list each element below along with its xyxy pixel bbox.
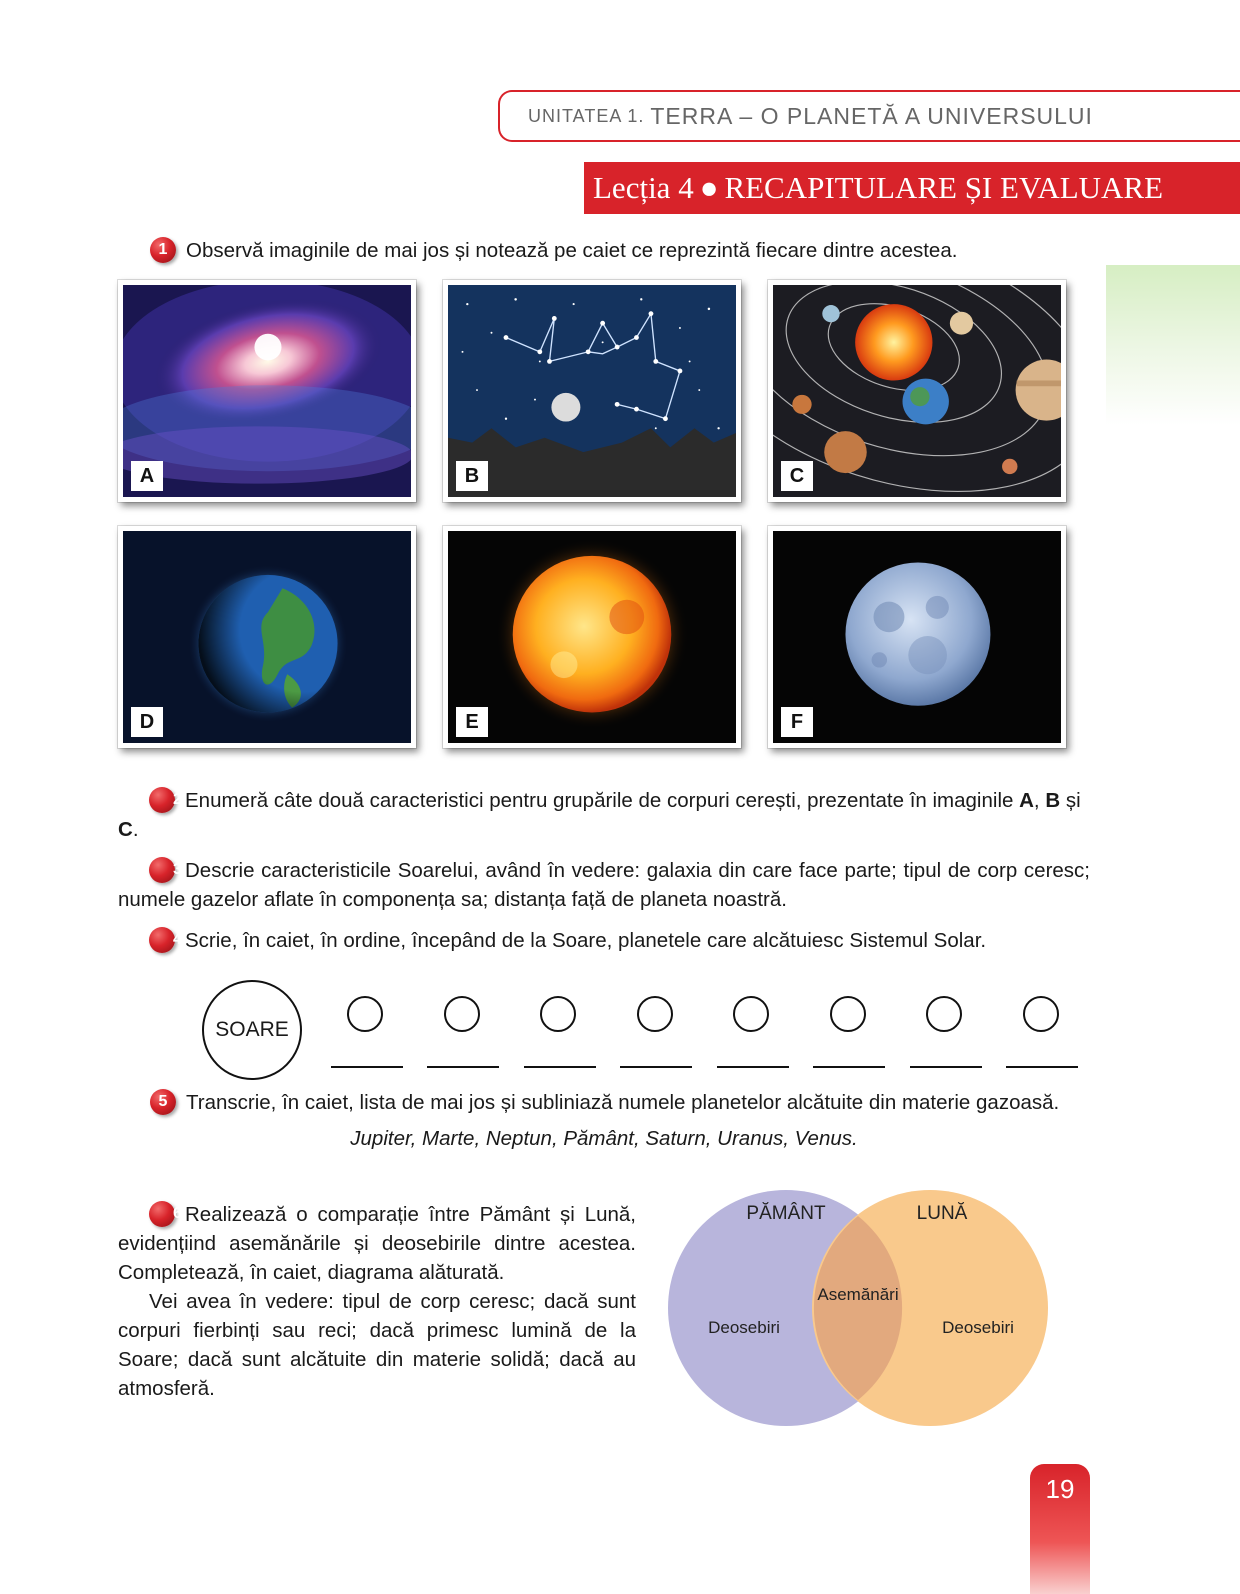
- exercise-number-badge: 4: [149, 927, 175, 953]
- exercise-1-text: Observă imaginile de mai jos și notează pe caiet ce reprezintă fiecare dintre acestea.: [186, 239, 958, 262]
- exercise-3-text: Descrie caracteristicile Soarelui, având în vedere: galaxia din care face parte; tipul de corp ceresc; numele gazelor aflate în componența sa; distanța față de planeta noastră.: [118, 859, 1090, 911]
- lesson-title-bar: [584, 162, 1240, 214]
- exercise-number-badge: 3: [149, 857, 175, 883]
- unit-title: TERRA – O PLANETĂ A UNIVERSULUI: [650, 102, 1093, 129]
- lesson-title: RECAPITULARE ȘI EVALUARE: [724, 170, 1164, 205]
- unit-prefix: UNITATEA 1.: [528, 105, 645, 126]
- exercise-number-badge: 5: [150, 1089, 176, 1115]
- page-number: 19: [1045, 1474, 1075, 1504]
- period: .: [132, 818, 139, 841]
- image-label: D: [131, 707, 163, 737]
- image-label: F: [781, 707, 813, 737]
- side-decoration: [1106, 265, 1240, 425]
- venn-earth-differences-label: Deosebiri: [708, 1318, 780, 1337]
- lesson-bullet: ●: [699, 170, 719, 205]
- planet-answer-line: [620, 1066, 692, 1068]
- separator: și: [1060, 789, 1081, 812]
- exercise-4: [118, 926, 1090, 955]
- venn-earth-title: PĂMÂNT: [746, 1203, 826, 1224]
- planet-slot-circle: [347, 996, 383, 1032]
- planet-answer-line: [427, 1066, 499, 1068]
- earth-image: [118, 526, 416, 748]
- planet-answer-line: [910, 1066, 982, 1068]
- exercise-2-text: Enumeră câte două caracteristici pentru grupările de corpuri cerești, prezentate în imaginile: [185, 789, 1020, 812]
- page-number-tab: [1030, 1464, 1090, 1594]
- image-label: E: [456, 707, 488, 737]
- exercise-6-hints: Vei avea în vedere: tipul de corp ceresc; dacă sunt corpuri fierbinți sau reci; dacă primesc lumină de la Soare; dacă sunt alcătuite din materie solidă; dacă au atmosferă.: [118, 1290, 636, 1400]
- exercise-4-text: Scrie, în caiet, în ordine, începând de la Soare, planetele care alcătuiesc Sistemul Solar.: [185, 929, 987, 952]
- planet-slot-circle: [733, 996, 769, 1032]
- lesson-label: Lecția 4: [593, 170, 694, 205]
- planet-slot-circle: [830, 996, 866, 1032]
- exercise-number-badge: 1: [150, 237, 176, 263]
- image-ref-a: A: [1019, 789, 1034, 812]
- exercise-6-text: Realizează o comparație între Pământ și Lună, evidențiind asemănările și deosebirile dintre acestea. Completează, în caiet, diagrama alăturată.: [118, 1203, 636, 1284]
- unit-header: [498, 90, 1240, 142]
- exercise-number-badge: 6: [149, 1201, 175, 1227]
- sun-image: [443, 526, 741, 748]
- venn-moon-differences-label: Deosebiri: [942, 1318, 1014, 1337]
- exercise-number-badge: 2: [149, 787, 175, 813]
- planet-answer-line: [524, 1066, 596, 1068]
- sun-circle: [202, 980, 302, 1080]
- sun-label: SOARE: [215, 1018, 289, 1041]
- planet-answer-line: [331, 1066, 403, 1068]
- planet-slot-circle: [926, 996, 962, 1032]
- exercise-1: [150, 236, 1110, 265]
- separator: ,: [1033, 789, 1046, 812]
- venn-diagram: [668, 1190, 1054, 1436]
- exercise-6: [118, 1200, 636, 1287]
- venn-similarities-label: Asemănări: [817, 1285, 899, 1304]
- planet-answer-line: [1006, 1066, 1078, 1068]
- planet-answer-line: [813, 1066, 885, 1068]
- image-ref-b: B: [1045, 789, 1061, 812]
- exercise-5: [150, 1088, 1110, 1117]
- planet-list: Jupiter, Marte, Neptun, Pământ, Saturn, Uranus, Venus.: [350, 1127, 858, 1150]
- planet-slot-circle: [540, 996, 576, 1032]
- image-label: C: [781, 461, 813, 491]
- image-label: A: [131, 461, 163, 491]
- venn-moon-title: LUNĂ: [916, 1203, 968, 1224]
- planet-slot-circle: [444, 996, 480, 1032]
- image-ref-c: C: [118, 818, 133, 841]
- moon-image: [768, 526, 1066, 748]
- exercise-3: [118, 856, 1090, 914]
- constellation-image: [443, 280, 741, 502]
- planet-answer-line: [717, 1066, 789, 1068]
- galaxy-image: [118, 280, 416, 502]
- planet-slot-circle: [637, 996, 673, 1032]
- image-label: B: [456, 461, 488, 491]
- exercise-2: [118, 786, 1090, 844]
- exercise-5-text: Transcrie, în caiet, lista de mai jos și subliniază numele planetelor alcătuite din materie gazoasă.: [186, 1091, 1060, 1114]
- solar-system-image: [768, 280, 1066, 502]
- planet-slot-circle: [1023, 996, 1059, 1032]
